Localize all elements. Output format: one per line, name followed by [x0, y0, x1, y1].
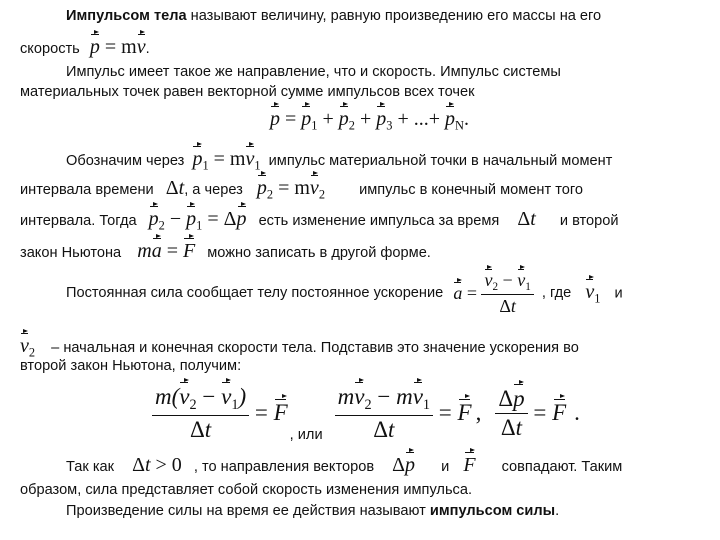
system-momentum-line-2: материальных точек равен векторной сумме импульсов всех точек [20, 84, 475, 100]
formula-delta-t: Δt [165, 177, 185, 199]
notation-line-4: закон Ньютона ma = F можно записать в другой форме. [20, 240, 431, 262]
notation-line-2: интервала времени Δt, а через $p_2 = mv_2$ импульс в конечный момент того [20, 177, 583, 202]
definition-line-1 [66, 8, 601, 24]
frac-dp-dt: $\frac{\Delta p}{\Delta t}$ [495, 386, 527, 441]
direction-line-2: образом, сила представляет собой скорость изменения импульса. [20, 482, 473, 498]
frac-mv2-mv1: $\frac{m(v_2 - v_1)}{\Delta t}$ [152, 384, 249, 443]
definition-line-2: скорость p = mv. [20, 36, 150, 58]
acceleration-line-1: Постоянная сила сообщает телу постоянное ускорение a = $\frac{v_2 - v_1}{\Delta t}$ , где $v_1$ и [66, 270, 623, 316]
formula-p1-eq-mv1: $p_1 = mv_1$ [192, 148, 261, 173]
system-momentum-line-1: Импульс имеет такое же направление, что и скорость. Импульс системы [66, 64, 561, 80]
acceleration-line-2: $v_2$ – начальная и конечная скорости тела. Подставив это значение ускорения во [20, 335, 579, 360]
formula-newton-momentum: $\frac{m(v_2 - v_1)}{\Delta t}$ = F , или $\frac{mv_2 - mv_1}{\Delta t}$ = F , $\frac{\Delta p}{\Delta t}$ = F . [152, 384, 580, 443]
formula-delta-t-positive: Δt > 0 [132, 454, 182, 476]
symbol-delta-p: Δp [392, 454, 416, 476]
momentum-term: Импульсом тела [66, 8, 187, 24]
formula-delta-p: $p_2 - p_1 = \Delta p$ [148, 208, 247, 233]
formula-p-eq-mv: p = mv [89, 36, 146, 58]
velocity-word: скорость [20, 41, 80, 57]
formula-p2-eq-mv2: $p_2 = mv_2$ [256, 177, 326, 202]
formula-ma-eq-f: ma = F [137, 240, 196, 262]
frac-mv2-minus-mv1: $\frac{mv_2 - mv_1}{\Delta t}$ [335, 384, 433, 443]
acceleration-line-3: второй закон Ньютона, получим: [20, 358, 242, 374]
impulse-term: импульсом силы [429, 503, 556, 519]
definition-text: называют величину, равную произведению его массы на его [186, 8, 602, 24]
formula-delta-t-2: Δt [517, 208, 536, 230]
impulse-definition: Произведение силы на время ее действия называют импульсом силы. [66, 503, 560, 519]
symbol-v1: $v_1$ [585, 280, 601, 306]
symbol-force: F [463, 454, 476, 476]
formula-acceleration: a = $\frac{v_2 - v_1}{\Delta t}$ [453, 270, 533, 317]
notation-line-1: Обозначим через $p_1 = mv_1$ импульс материальной точки в начальный момент [66, 148, 613, 173]
notation-line-3: интервала. Тогда $p_2 - p_1 = \Delta p$ есть изменение импульса за время Δt и второй [20, 208, 619, 233]
symbol-v2: $v_2$ [20, 335, 36, 360]
direction-line-1: Так как Δt > 0 , то направления векторов Δp и F совпадают. Таким [66, 454, 623, 476]
formula-momentum-sum: $p = p_1 + p_2 + p_3$ + ...+ $p_N$. [270, 108, 469, 133]
